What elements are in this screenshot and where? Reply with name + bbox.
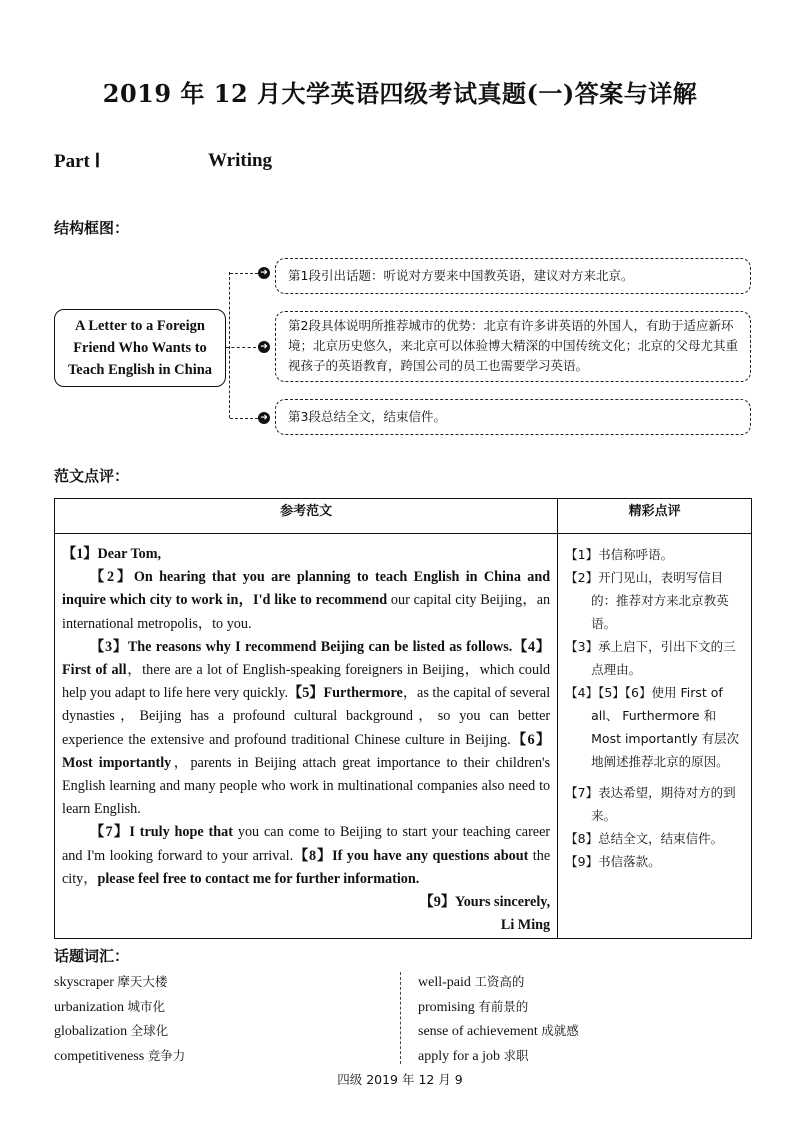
vocab-item: promising 有前景的 [418, 998, 529, 1015]
comment-item: 【4】【5】【6】使用 First of all、 Furthermore 和 Most importantly 有层次地阐述推荐北京的原因。 [565, 685, 740, 769]
review-table [54, 498, 752, 939]
branch-3-line [230, 418, 258, 419]
root-line-1: A Letter to a Foreign [75, 318, 205, 334]
structure-node-1: 第1段引出话题：听说对方要来中国教英语，建议对方来北京。 [275, 258, 751, 294]
part-header [54, 150, 273, 173]
col-comment-header: 精彩点评 [558, 499, 752, 534]
comment-item: 【1】书信称呼语。 [565, 547, 674, 562]
structure-node-2: 第2段具体说明所推荐城市的优势：北京有许多讲英语的外国人，有助于适应新环境；北京历史悠久，来北京可以体验博大精深的中国传统文化；北京的父母尤其重视孩子的英语教育，跨国公司的员工也需要学习英语。 [275, 311, 751, 382]
vocab-item: sense of achievement 成就感 [418, 1023, 579, 1039]
structure-root-box [54, 309, 226, 387]
comment-item: 【9】书信落款。 [565, 854, 661, 869]
branch-connector [229, 272, 256, 418]
part-label: Part Ⅰ [54, 151, 101, 172]
vocab-right-list [418, 970, 579, 1068]
vocab-item: apply for a job 求职 [418, 1047, 529, 1064]
arrow-right-icon: ➜ [258, 267, 270, 279]
model-essay: 【1】Dear Tom, 【2】On hearing that you are planning to teach English in China and inquire which city to work in，I'd like to recommend our capital city Beijing，an international metropolis，to you. 【3】The reasons why I recommend Beijing can be listed as follows.【4】First of all，there are a lot of English-speaking foreigners in Beijing，which could help you adapt to life here very quickly.【5】Furthermore，as the capital of several dynasties，Beijing has a profound cultural background，so you can better experience the extensive and profound traditional Chinese culture in Beijing.【6】Most importantly，parents in Beijing attach great importance to their children's English learning and many people who work in multinational companies also need to learn English. 【7】I truly hope that you can come to Beijing to start your teaching career and I'm looking forward to your arrival.【8】If you have any questions about the city，please feel free to contact me for further information. 【9】Yours sincerely, Li Ming [62, 546, 551, 934]
vocab-item: competitiveness 竞争力 [54, 1047, 186, 1064]
vocab-heading: 话题词汇： [54, 947, 130, 965]
review-heading: 范文点评： [54, 467, 130, 485]
comment-item: 【7】表达希望，期待对方的到来。 [565, 785, 736, 823]
vocab-item: urbanization 城市化 [54, 998, 165, 1015]
comments-column [559, 535, 750, 879]
vocab-left-list [54, 970, 185, 1068]
vocab-item: skyscraper 摩天大楼 [54, 974, 168, 990]
comment-item: 【3】承上启下，引出下文的三点理由。 [565, 639, 736, 677]
page-title: 2019 年 12 月大学英语四级考试真题(一)答案与详解 [102, 79, 698, 108]
vocab-divider [400, 972, 401, 1064]
part-name: Writing [208, 150, 273, 171]
vocab-item: well-paid 工资高的 [418, 974, 525, 990]
arrow-right-icon: ➜ [258, 341, 270, 353]
arrow-right-icon: ➜ [258, 412, 270, 424]
vocab-item: globalization 全球化 [54, 1023, 169, 1039]
col-essay-header: 参考范文 [55, 499, 558, 534]
structure-heading: 结构框图： [54, 219, 130, 237]
branch-1-line [230, 273, 258, 274]
page-footer: 四级 2019 年 12 月 9 [337, 1072, 463, 1087]
root-line-2: Friend Who Wants to [73, 340, 207, 356]
structure-node-3: 第3段总结全文，结束信件。 [275, 399, 751, 435]
root-line-3: Teach English in China [67, 362, 213, 378]
comment-item: 【2】开门见山，表明写信目的：推荐对方来北京教英语。 [565, 570, 729, 631]
comment-item: 【8】总结全文，结束信件。 [565, 831, 724, 846]
